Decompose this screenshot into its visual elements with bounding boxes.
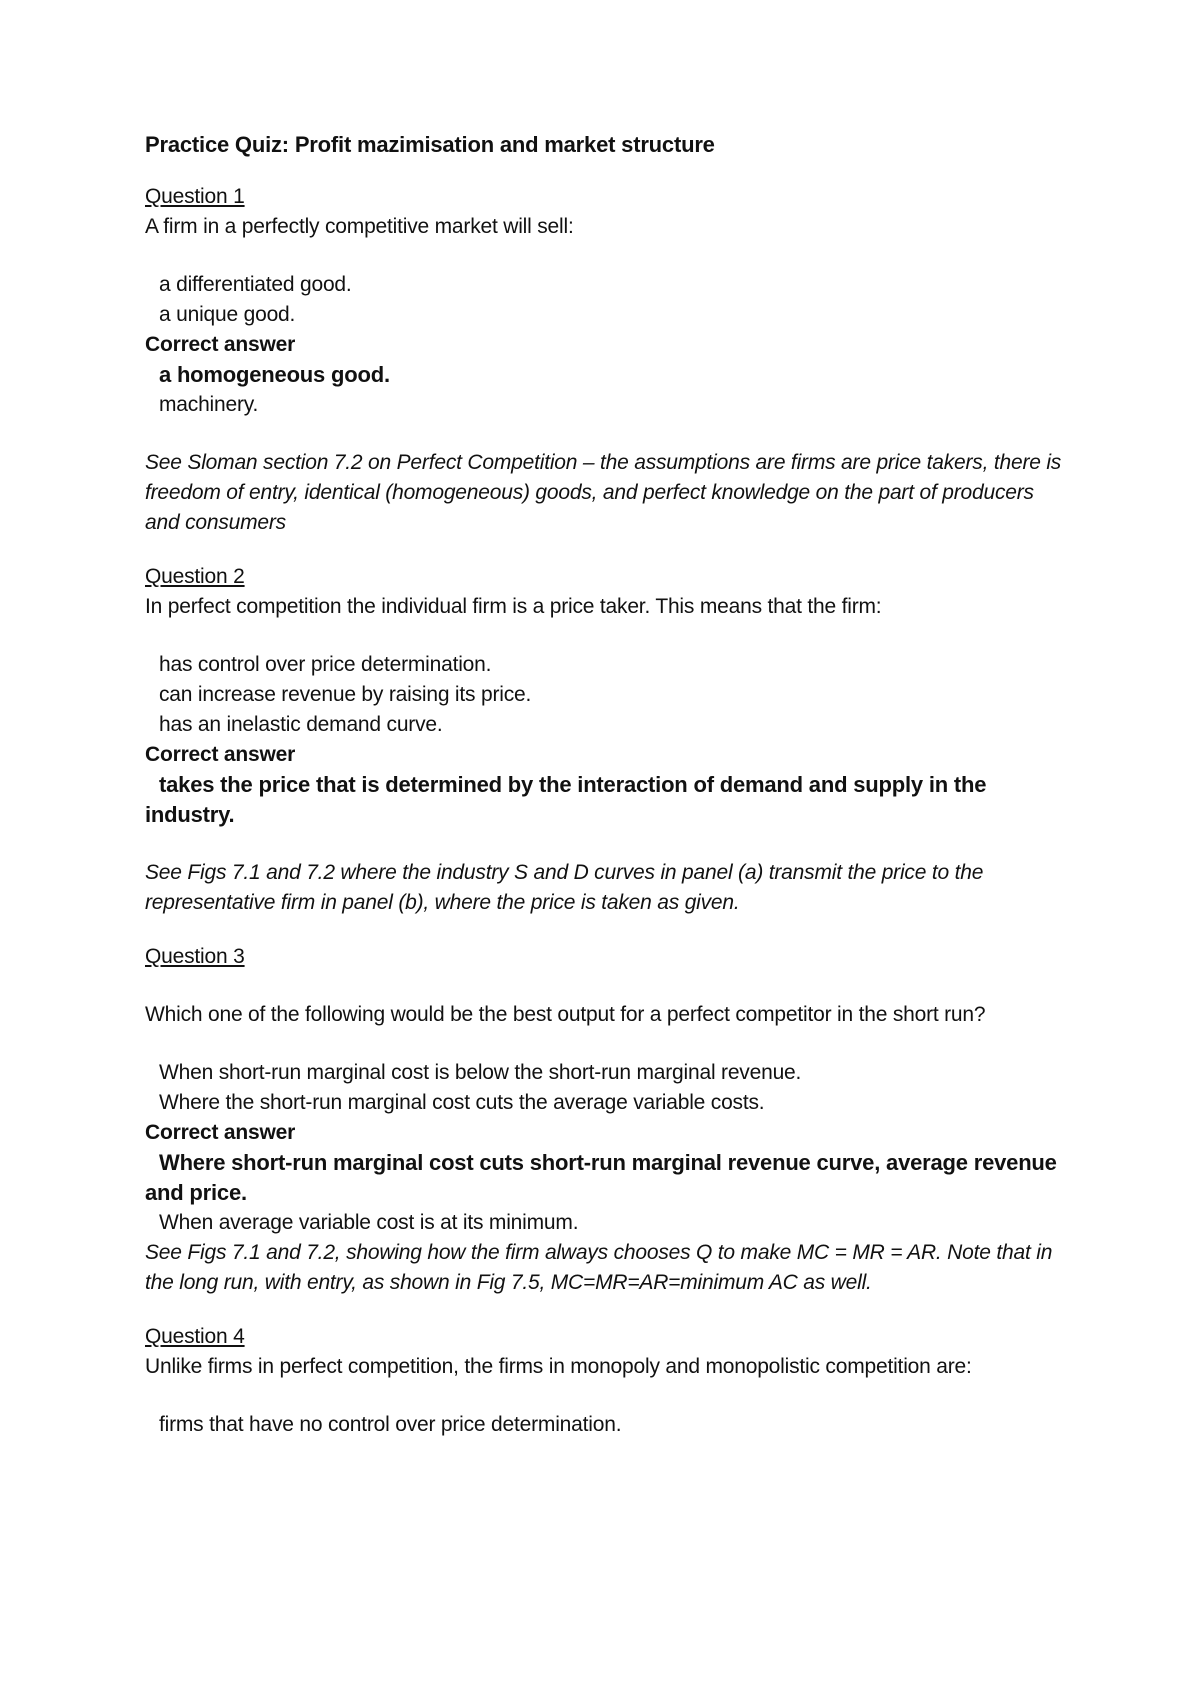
correct-answer-option: Where short-run marginal cost cuts short-run marginal revenue curve, average revenue and price. [145,1150,1057,1205]
question-text: Which one of the following would be the best output for a perfect competitor in the short run? [145,1003,986,1026]
answer-option: Where the short-run marginal cost cuts the average variable costs. [159,1091,765,1114]
question-label: Question 2 [145,565,245,588]
answer-option: has an inelastic demand curve. [159,713,443,736]
correct-answer-option: takes the price that is determined by the interaction of demand and supply in the industry. [145,772,987,827]
document-page [145,130,1065,1464]
correct-answer-option: a homogeneous good. [159,362,390,387]
question-text: In perfect competition the individual firm is a price taker. This means that the firm: [145,595,882,618]
answer-option: When short-run marginal cost is below the short-run marginal revenue. [159,1061,802,1084]
document-title: Practice Quiz: Profit mazimisation and market structure [145,132,715,157]
question-label: Question 3 [145,945,245,968]
answer-explanation: See Figs 7.1 and 7.2, showing how the firm always chooses Q to make MC = MR = AR. Note that in the long run, with entry, as shown in Fig 7.5, MC=MR=AR=minimum AC as well. [145,1241,1053,1294]
answer-option: a unique good. [159,303,296,326]
question-2 [145,562,1065,918]
answer-option: has control over price determination. [159,653,492,676]
question-label: Question 1 [145,185,245,208]
answer-option: can increase revenue by raising its price. [159,683,532,706]
answer-option: firms that have no control over price determination. [159,1413,622,1436]
answer-explanation: See Sloman section 7.2 on Perfect Competition – the assumptions are firms are price takers, there is freedom of entry, identical (homogeneous) goods, and perfect knowledge on the part of producers and consumers [145,451,1062,534]
question-3 [145,942,1065,1298]
question-1 [145,182,1065,538]
answer-explanation: See Figs 7.1 and 7.2 where the industry S and D curves in panel (a) transmit the price to the representative firm in panel (b), where the price is taken as given. [145,861,984,914]
answer-option: machinery. [159,393,259,416]
correct-answer-label: Correct answer [145,333,296,356]
correct-answer-label: Correct answer [145,1121,296,1144]
question-label: Question 4 [145,1325,245,1348]
answer-option: When average variable cost is at its minimum. [159,1211,579,1234]
question-text: Unlike firms in perfect competition, the firms in monopoly and monopolistic competition are: [145,1355,972,1378]
correct-answer-label: Correct answer [145,743,296,766]
question-4 [145,1322,1065,1440]
question-text: A firm in a perfectly competitive market will sell: [145,215,574,238]
answer-option: a differentiated good. [159,273,352,296]
